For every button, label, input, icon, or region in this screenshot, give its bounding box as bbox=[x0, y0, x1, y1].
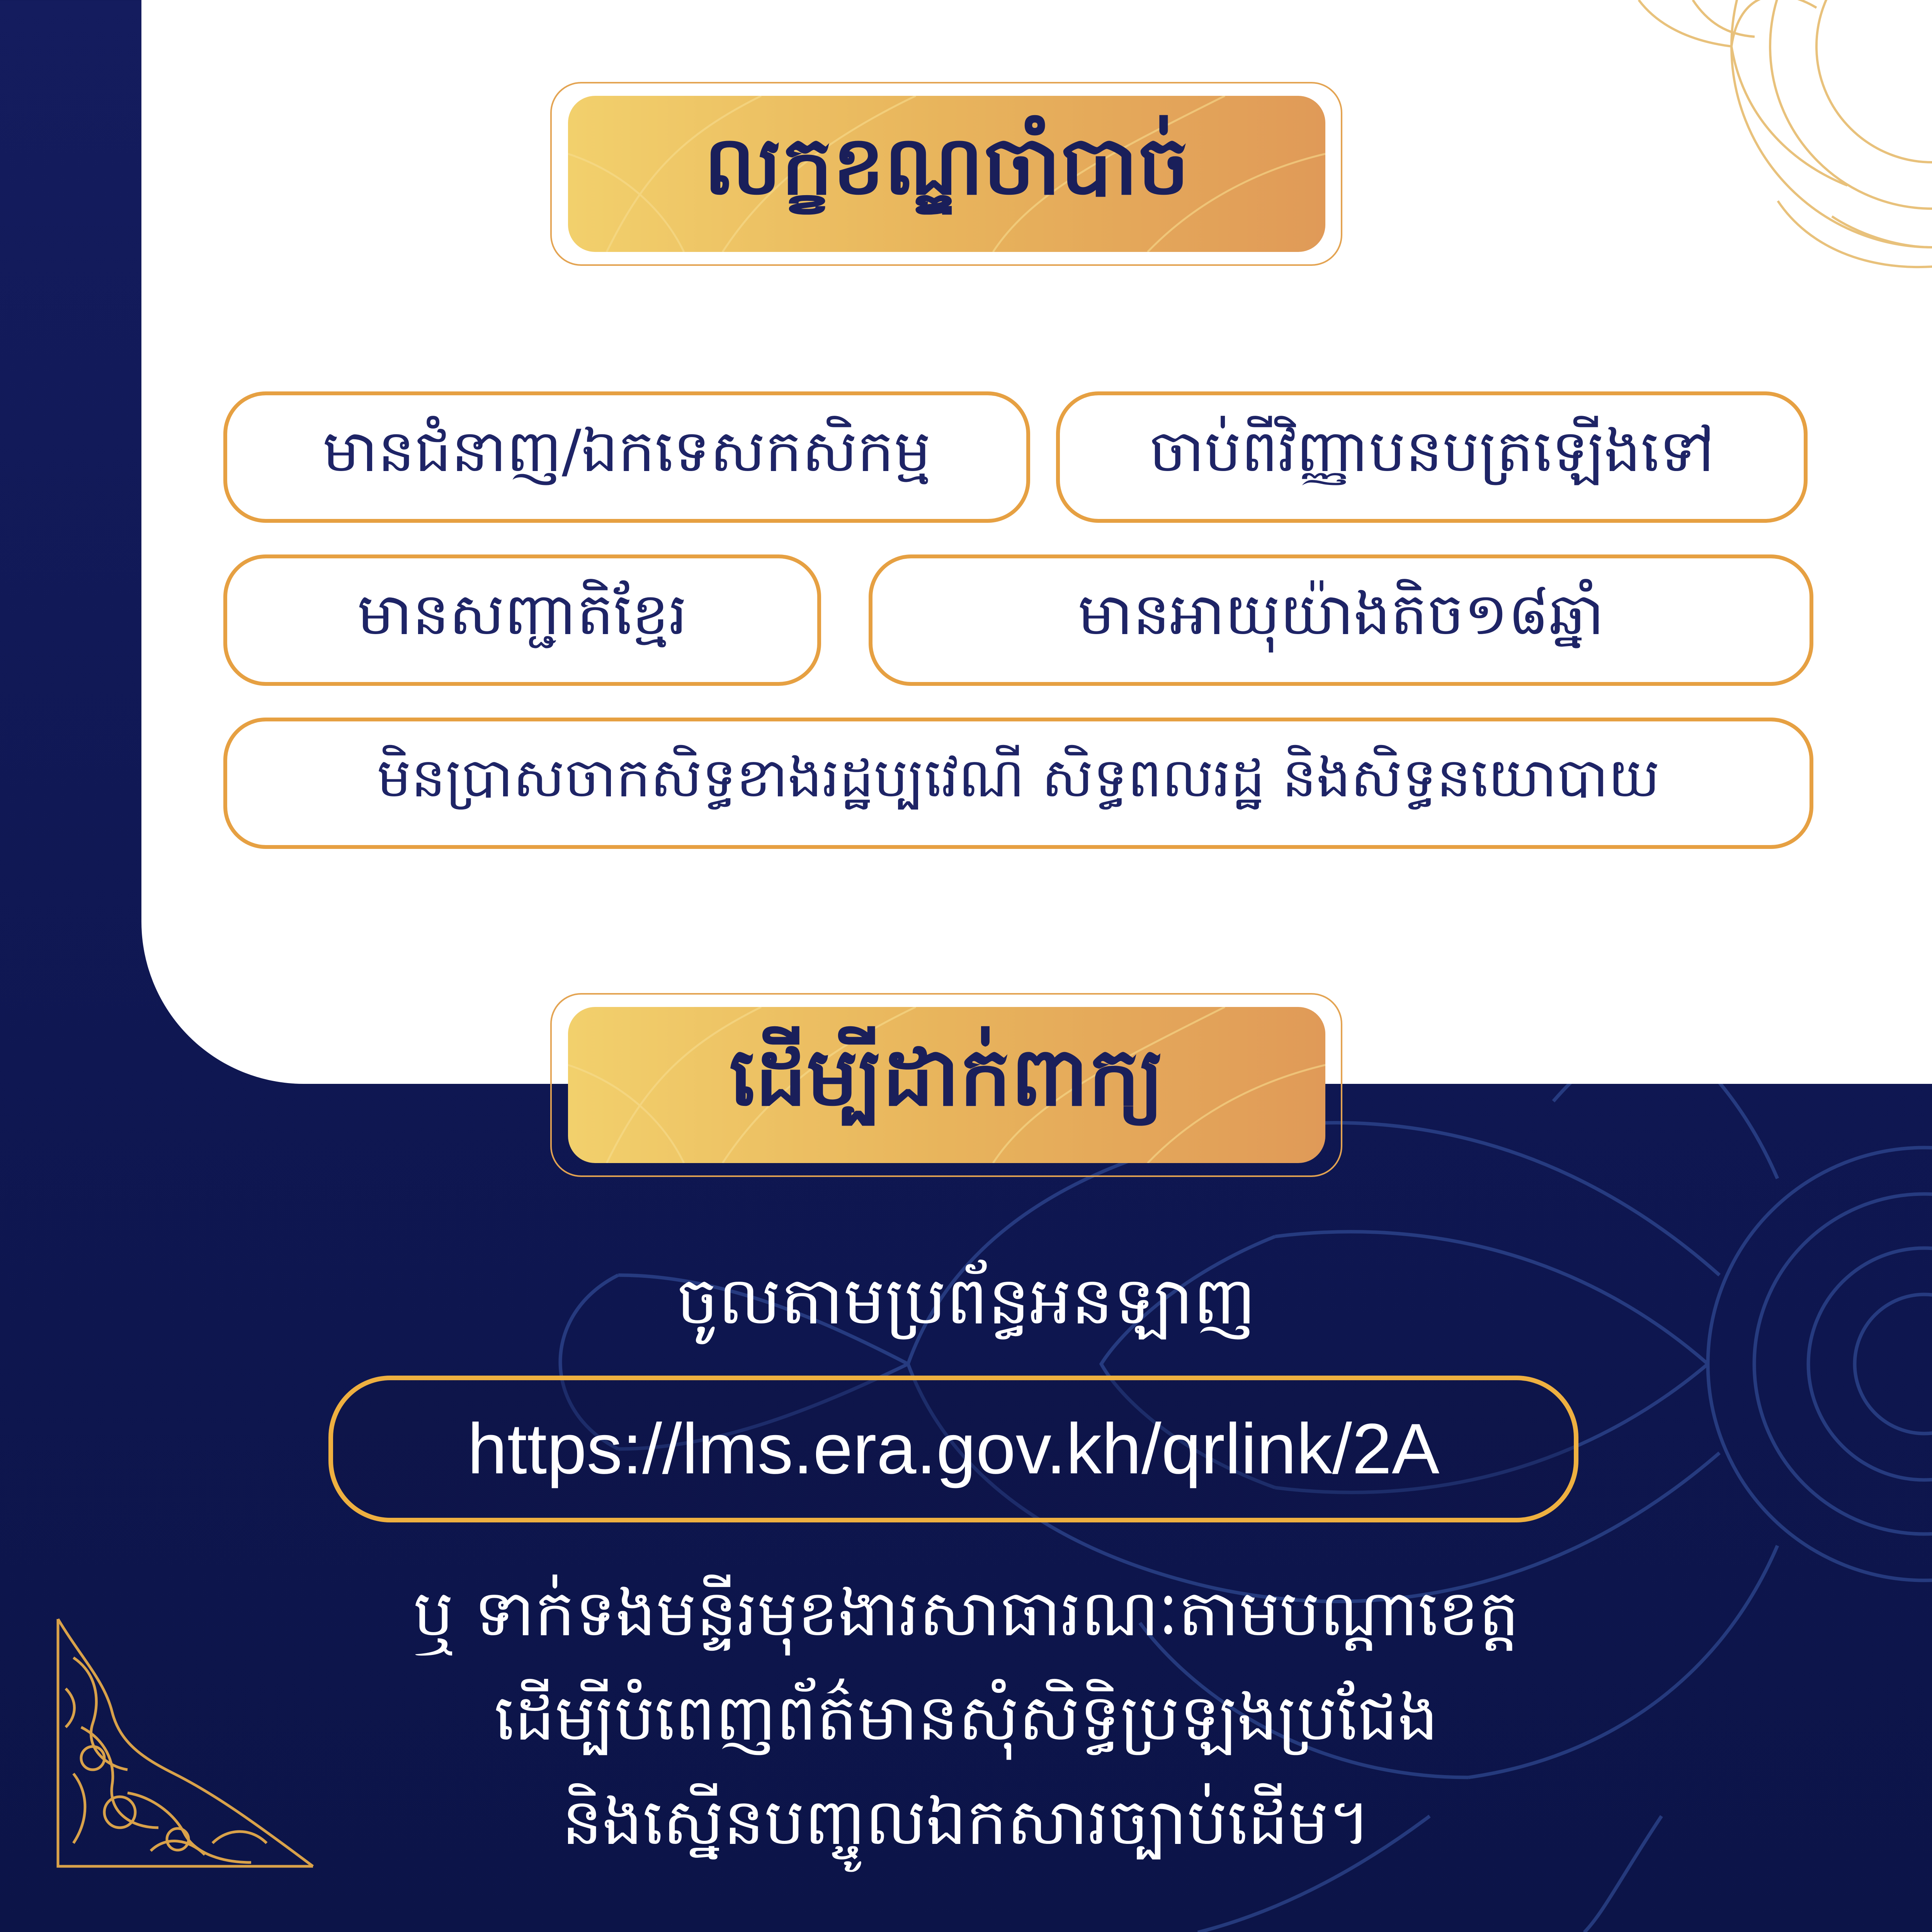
apply-url-text[interactable]: https://lms.era.gov.kh/qrlink/2A bbox=[467, 1409, 1440, 1489]
requirement-item bbox=[1056, 391, 1808, 523]
requirement-text: មានជំនាញ/ឯកទេសកសិកម្ម bbox=[323, 417, 931, 485]
corner-ornament-icon bbox=[50, 1611, 321, 1874]
apply-url-link[interactable] bbox=[328, 1376, 1578, 1522]
footnote-line: និងស្នើនបញ្ចូលឯកសារច្បាប់ដើម។ bbox=[561, 1785, 1371, 1859]
requirements-title: លក្ខខណ្ឌចាំបាច់ bbox=[704, 118, 1190, 213]
requirement-text: មានសញ្ជាតិខ្មែរ bbox=[357, 580, 687, 648]
requirement-text: មិនប្រាសចាកសិទ្ធខាងរដ្ឋប្បវេណី សិទ្ធពលរដ្ឋ និងសិទ្ធនយោបាយ bbox=[377, 746, 1660, 810]
lotus-ornament-icon bbox=[1616, 0, 1932, 278]
footnote-line: ដើម្បីបំពេញព័ត៌មានសុំសិទ្ធិប្រឡងប្រជែង bbox=[494, 1680, 1439, 1755]
requirement-text: ចាប់ពីវិញ្ញាបនបត្រឡើងទៅ bbox=[1149, 417, 1714, 485]
apply-title-plaque bbox=[568, 1007, 1325, 1163]
requirements-title-plaque bbox=[568, 96, 1325, 252]
apply-online-label: ចូលតាមប្រព័ន្ធអនឡាញ bbox=[676, 1263, 1256, 1339]
footnote-line: ឬ ទាក់ទងមន្ទីរមុខងារសាធារណៈតាមបណ្ដាខេត្ត bbox=[413, 1576, 1519, 1650]
apply-title: ដើម្បីដាក់ពាក្យ bbox=[729, 1029, 1164, 1124]
requirement-item bbox=[869, 554, 1813, 686]
requirement-item bbox=[223, 554, 821, 686]
requirement-text: មានអាយុយ៉ាងតិច១៨ឆ្នាំ bbox=[1078, 580, 1604, 648]
requirement-item bbox=[223, 391, 1030, 523]
requirement-item bbox=[223, 718, 1813, 849]
